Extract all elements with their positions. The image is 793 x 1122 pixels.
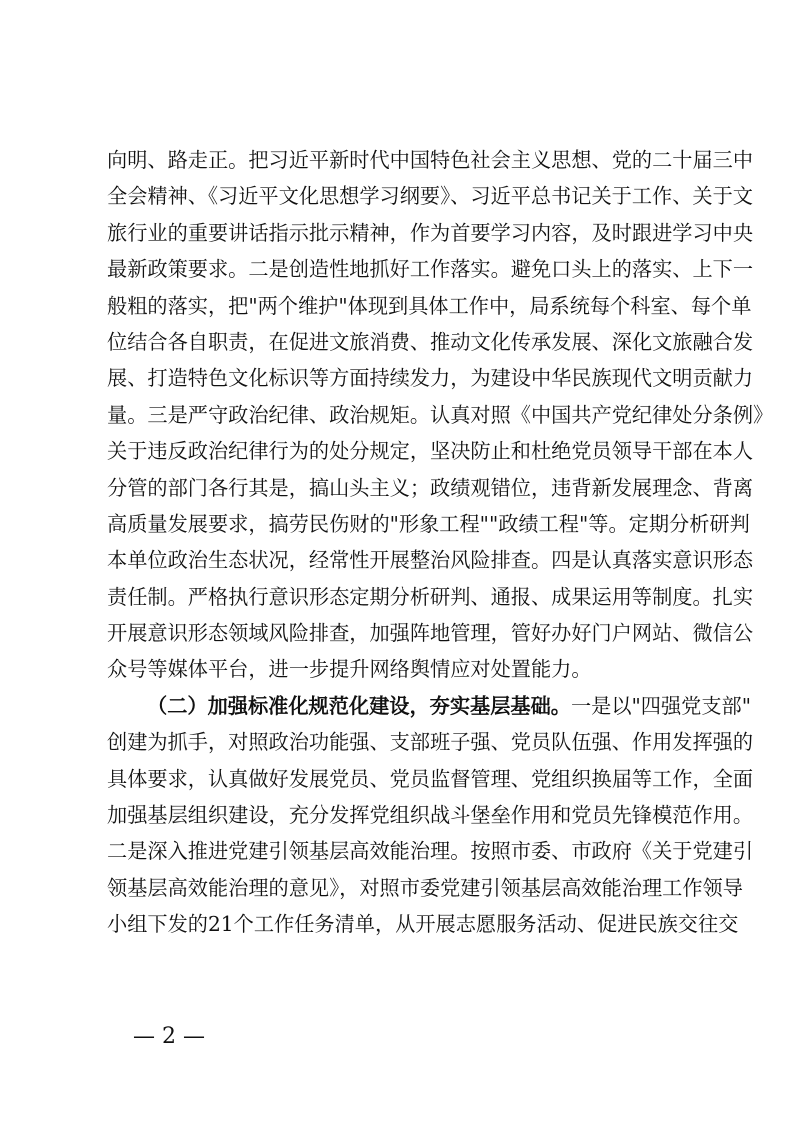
paragraph-line: 分管的部门各行其是，搞山头主义；政绩观错位，违背新发展理念、背离 — [107, 475, 754, 500]
paragraph-line: 般粗的落实，把"两个维护"体现到具体工作中，局系统每个科室、每个单 — [107, 293, 752, 318]
page-number: — 2 — — [133, 1024, 205, 1049]
paragraph-line: 加强基层组织建设，充分发挥党组织战斗堡垒作用和党员先锋模范作用。 — [107, 803, 754, 828]
paragraph-line: 责任制。严格执行意识形态定期分析研判、通报、成果运用等制度。扎实 — [107, 584, 754, 609]
paragraph-line: 展、打造特色文化标识等方面持续发力，为建设中华民族现代文明贡献力 — [107, 366, 754, 391]
section-heading-rest: 一是以"四强党支部" — [570, 693, 752, 718]
paragraph-line: 本单位政治生态状况，经常性开展整治风险排查。四是认真落实意识形态 — [107, 548, 754, 573]
paragraph-line: 向明、路走正。把习近平新时代中国特色社会主义思想、党的二十届三中 — [107, 148, 754, 172]
paragraph-line: 旅行业的重要讲话指示批示精神，作为首要学习内容，及时跟进学习中央 — [107, 220, 754, 245]
paragraph-line: 小组下发的21个工作任务清单，从开展志愿服务活动、促进民族交往交 — [107, 912, 739, 937]
paragraph-line: 位结合各自职责，在促进文旅消费、推动文化传承发展、深化文旅融合发 — [107, 329, 754, 354]
paragraph-line: 众号等媒体平台，进一步提升网络舆情应对处置能力。 — [107, 657, 592, 682]
paragraph-line: 关于违反政治纪律行为的处分规定，坚决防止和杜绝党员领导干部在本人 — [107, 439, 754, 464]
paragraph-line: 领基层高效能治理的意见》，对照市委党建引领基层高效能治理工作领导 — [107, 875, 743, 900]
document-body — [107, 142, 774, 943]
paragraph-line: 具体要求，认真做好发展党员、党员监督管理、党组织换届等工作，全面 — [107, 766, 754, 791]
paragraph-line: 最新政策要求。二是创造性地抓好工作落实。避免口头上的落实、上下一 — [107, 257, 754, 282]
section-heading-line — [107, 688, 752, 724]
paragraph-line: 量。三是严守政治纪律、政治规矩。认真对照《中国共产党纪律处分条例》 — [107, 402, 774, 427]
section-heading: （二）加强标准化规范化建设，夯实基层基础。 — [147, 693, 571, 718]
paragraph-line: 高质量发展要求，搞劳民伤财的"形象工程""政绩工程"等。定期分析研判 — [107, 511, 750, 536]
paragraph-line: 开展意识形态领域风险排查，加强阵地管理，管好办好门户网站、微信公 — [107, 621, 754, 646]
paragraph-line: 全会精神、《习近平文化思想学习纲要》、习近平总书记关于工作、关于文 — [107, 184, 753, 209]
paragraph-line: 创建为抓手，对照政治功能强、支部班子强、党员队伍强、作用发挥强的 — [107, 730, 754, 755]
paragraph-line: 二是深入推进党建引领基层高效能治理。按照市委、市政府《关于党建引 — [107, 839, 754, 864]
